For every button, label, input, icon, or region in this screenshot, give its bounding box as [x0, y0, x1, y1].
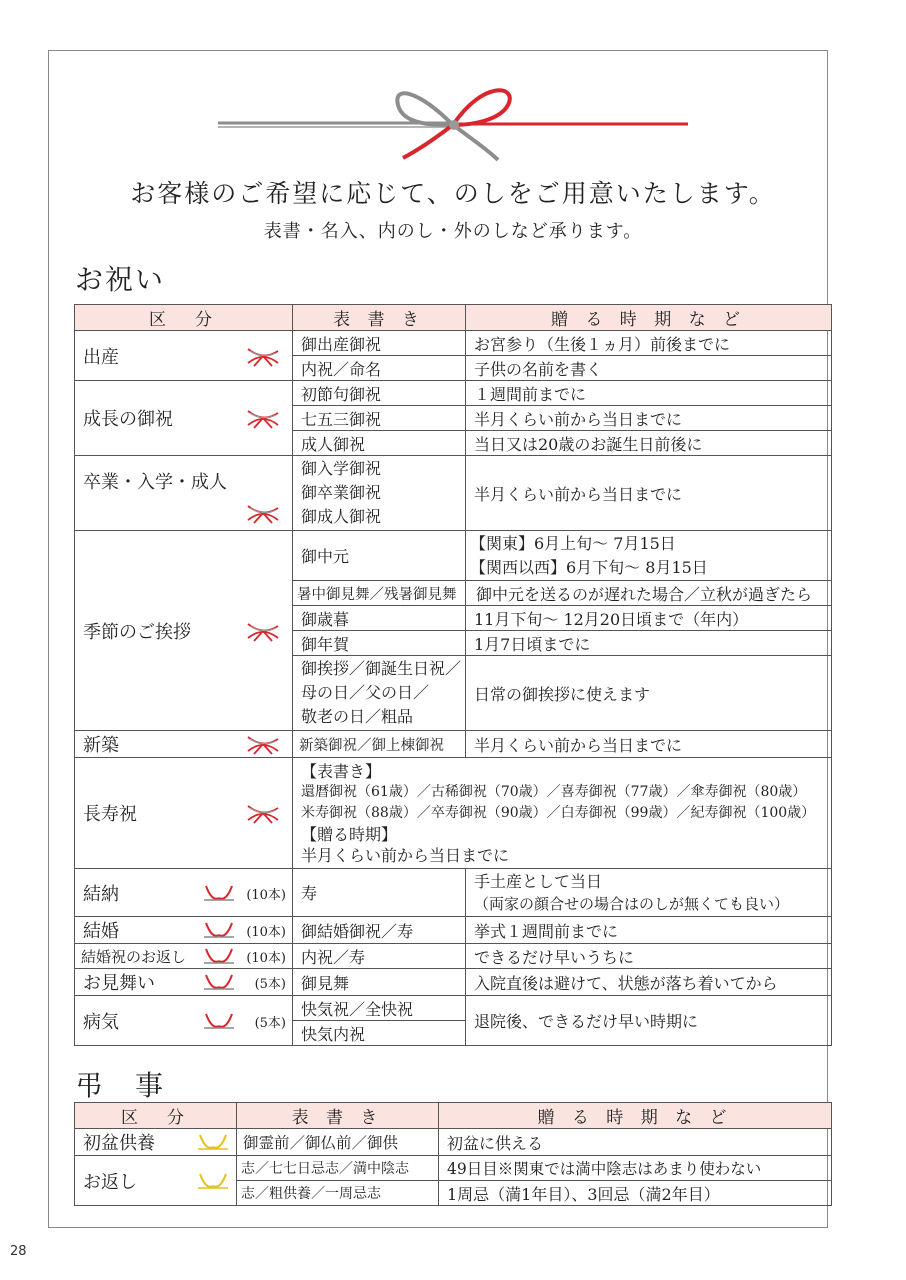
red-knot-icon [246, 802, 280, 824]
category-illness: 病気 (5本) [75, 996, 293, 1046]
subheadline: 表書・名入、内のし・外のしなど承ります。 [263, 221, 643, 242]
longevity-detail: 【表書き】 還暦御祝（61歳）／古稀御祝（70歳）／喜寿御祝（77歳）／傘寿御祝（80歳） 米寿御祝（88歳）／卒寿御祝（90歳）／白寿御祝（99歳）／紀寿御祝（100歳） 【贈る時期】 半月くらい前から当日までに [293, 758, 832, 869]
category-birth: 出産 [75, 331, 293, 381]
red-knot-icon [246, 502, 280, 524]
red-knot-icon [246, 345, 280, 367]
category-newhome: 新築 [75, 731, 293, 758]
category-visit: お見舞い (5本) [75, 969, 293, 996]
knot-icon [202, 882, 236, 904]
timing-cell: 御中元を送るのが遅れた場合／立秋が過ぎたら [466, 581, 832, 606]
timing-cell: 当日又は20歳のお誕生日前後に [466, 431, 832, 456]
name-cell: 御霊前／御仏前／御供 [237, 1129, 439, 1156]
condolence-table [74, 1102, 832, 1206]
page-number: 28 [10, 1244, 27, 1259]
timing-cell: 49日目※関東では満中陰志はあまり使わない [439, 1156, 832, 1181]
name-cell: 初節句御祝 [293, 381, 466, 406]
name-cell: 七五三御祝 [293, 406, 466, 431]
name-cell: 御中元 [293, 531, 466, 581]
name-cell: 新築御祝／御上棟御祝 [293, 731, 466, 758]
header-timing: 贈 る 時 期 な ど [439, 1103, 832, 1129]
timing-cell: １週間前までに [466, 381, 832, 406]
category-wedding: 結婚 (10本) [75, 917, 293, 944]
category-hatsubon: 初盆供養 [75, 1129, 237, 1156]
name-cell: 内祝／命名 [293, 356, 466, 381]
category-return: お返し [75, 1156, 237, 1206]
knot-icon [202, 1010, 236, 1032]
timing-cell: 11月下旬～ 12月20日頃まで（年内） [466, 606, 832, 631]
timing-cell: 半月くらい前から当日までに [466, 406, 832, 431]
header-category: 区 分 [75, 1103, 237, 1129]
celebration-table [74, 304, 832, 1046]
headline: お客様のご希望に応じて、のしをご用意いたします。 [130, 179, 776, 208]
red-knot-icon [246, 620, 280, 642]
name-cell: 御挨拶／御誕生日祝／ 母の日／父の日／ 敬老の日／粗品 [293, 656, 466, 731]
name-cell: 快気内祝 [293, 1021, 466, 1046]
header-name: 表 書 き [293, 305, 466, 331]
category-wedding-return: 結婚祝のお返し (10本) [75, 944, 293, 969]
yellow-knot-icon [196, 1131, 230, 1153]
category-longevity: 長寿祝 [75, 758, 293, 869]
timing-cell: 【関東】6月上旬～ 7月15日 【関西以西】6月下旬～ 8月15日 [466, 531, 832, 581]
header-category: 区 分 [75, 305, 293, 331]
yellow-knot-icon [196, 1170, 230, 1192]
name-cell: 志／七七日忌志／満中陰志 [237, 1156, 439, 1181]
timing-cell: 初盆に供える [439, 1129, 832, 1156]
timing-cell: 1月7日頃までに [466, 631, 832, 656]
timing-cell: 入院直後は避けて、状態が落ち着いてから [466, 969, 832, 996]
timing-cell: 1周忌（満1年目）、3回忌（満2年目） [439, 1181, 832, 1206]
timing-cell: 挙式１週間前までに [466, 917, 832, 944]
name-cell: 志／粗供養／一周忌志 [237, 1181, 439, 1206]
name-cell: 御歳暮 [293, 606, 466, 631]
name-cell: 御結婚御祝／寿 [293, 917, 466, 944]
timing-cell: 半月くらい前から当日までに [466, 456, 832, 531]
timing-cell: 日常の御挨拶に使えます [466, 656, 832, 731]
category-season: 季節のご挨拶 [75, 531, 293, 731]
name-cell: 内祝／寿 [293, 944, 466, 969]
knot-icon [202, 919, 236, 941]
celebration-title: お祝い [75, 263, 166, 296]
condolence-title: 弔 事 [75, 1069, 166, 1102]
category-graduation: 卒業・入学・成人 [75, 456, 293, 531]
red-knot-icon [246, 407, 280, 429]
timing-cell: できるだけ早いうちに [466, 944, 832, 969]
name-cell: 御入学御祝 御卒業御祝 御成人御祝 [293, 456, 466, 531]
name-cell: 暑中御見舞／残暑御見舞 [293, 581, 466, 606]
timing-cell: 退院後、できるだけ早い時期に [466, 996, 832, 1046]
timing-cell: 半月くらい前から当日までに [466, 731, 832, 758]
timing-cell: 手土産として当日 （両家の顔合せの場合はのしが無くても良い） [466, 869, 832, 917]
name-cell: 御年賀 [293, 631, 466, 656]
timing-cell: お宮参り（生後１ヵ月）前後までに [466, 331, 832, 356]
timing-cell: 子供の名前を書く [466, 356, 832, 381]
category-growth: 成長の御祝 [75, 381, 293, 456]
knot-icon [202, 971, 236, 993]
knot-icon [202, 945, 236, 967]
name-cell: 御出産御祝 [293, 331, 466, 356]
header-name: 表 書 き [237, 1103, 439, 1129]
mizuhiki-ribbon-icon [218, 80, 688, 170]
red-knot-icon [246, 733, 280, 755]
name-cell: 御見舞 [293, 969, 466, 996]
name-cell: 快気祝／全快祝 [293, 996, 466, 1021]
header-timing: 贈 る 時 期 な ど [466, 305, 832, 331]
name-cell: 寿 [293, 869, 466, 917]
category-yuino: 結納 (10本) [75, 869, 293, 917]
name-cell: 成人御祝 [293, 431, 466, 456]
